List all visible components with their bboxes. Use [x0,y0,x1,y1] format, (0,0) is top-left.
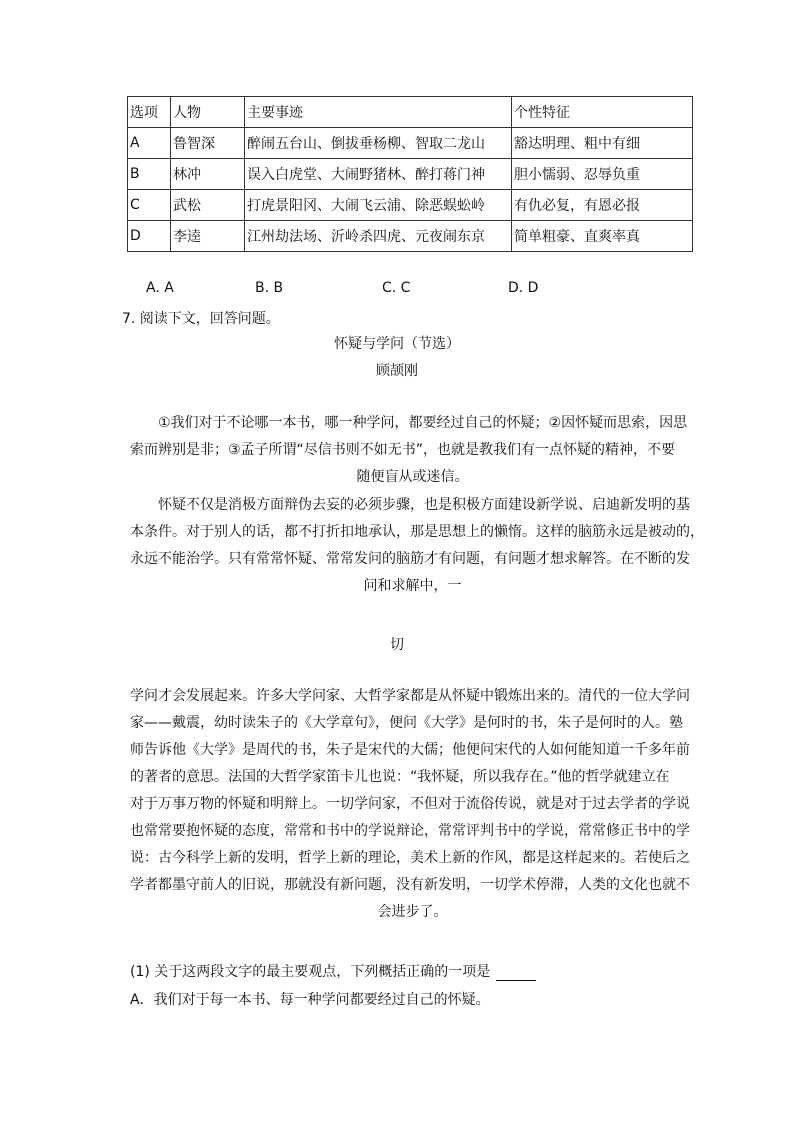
paragraph-2-continued [130,683,695,926]
article-title: 怀疑与学问（节选） [334,336,460,352]
answer-blank[interactable] [496,966,536,981]
subquestion-1-stem: (1) 关于这两段文字的最主要观点，下列概括正确的一项是 [130,964,491,980]
table-cell: 误入白虎堂、大闹野猪林、醉打蒋门神 [245,159,512,190]
character-table [127,96,693,252]
text-line: 问和求解中，一 [363,578,462,594]
table-cell: 江州劫法场、沂岭杀四虎、元夜闹东京 [245,221,512,252]
option-c[interactable]: C. C [382,280,411,296]
table-cell: 简单粗豪、直爽率真 [512,221,693,252]
text-line: 本条件。对于别人的话，都不打折扣地承认，那是思想上的懒惰。这样的脑筋永远是被动的， [130,524,704,540]
text-line: 说：古今科学上新的发明，哲学上新的理论，美术上新的作风，都是这样起来的。若使后之 [130,850,690,866]
table-header-row [128,97,693,128]
table-row [128,190,693,221]
table-cell: 武松 [171,190,245,221]
text-line: 怀疑不仅是消极方面辩伪去妄的必须步骤，也是积极方面建设新学说、启迪新发明的基 [158,497,690,513]
table-cell: 打虎景阳冈、大闹飞云浦、除恶蜈蚣岭 [245,190,512,221]
table-cell: 李逵 [171,221,245,252]
text-line: 的著者的意思。法国的大哲学家笛卡儿也说：“我怀疑，所以我存在。”他的哲学就建立在 [130,769,670,785]
article-author: 顾颉刚 [376,363,418,379]
table-cell: C [128,190,171,221]
text-line: 师告诉他《大学》是周代的书，朱子是宋代的大儒；他便问宋代的人如何能知道一千多年前 [130,742,690,758]
option-d[interactable]: D. D [508,280,539,296]
text-line: 学问才会发展起来。许多大学问家、大哲学家都是从怀疑中锻炼出来的。清代的一位大学问 [130,688,690,704]
text-line: 会进步了。 [377,904,448,920]
paragraph-2 [130,492,704,600]
option-b[interactable]: B. B [255,280,284,296]
text-line: ①我们对于不论哪一本书，哪一种学问，都要经过自己的怀疑；②因怀疑而思索，因思 [158,415,688,431]
header-cell: 人物 [171,97,245,128]
text-line: 家——戴震，幼时读朱子的《大学章句》，便问《大学》是何时的书，朱子是何时的人。塾 [130,715,683,731]
subquestion-1 [130,961,536,981]
orphan-char: 切 [390,637,404,653]
table-cell: 鲁智深 [171,128,245,159]
paragraph-1 [130,410,695,491]
table-cell: 有仇必复，有恩必报 [512,190,693,221]
option-a[interactable]: A. A [146,280,174,296]
table-cell: 林冲 [171,159,245,190]
header-cell: 主要事迹 [245,97,512,128]
text-line: 随便盲从或迷信。 [356,469,469,485]
table-cell: 豁达明理、粗中有细 [512,128,693,159]
table-cell: D [128,221,171,252]
table-cell: A [128,128,171,159]
table-row [128,128,693,159]
text-line: 学者都墨守前人的旧说，那就没有新问题，没有新发明，一切学术停滞，人类的文化也就不 [130,877,690,893]
table-row [128,221,693,252]
subquestion-1-option-a[interactable]: A．我们对于每一本书、每一种学问都要经过自己的怀疑。 [130,992,490,1008]
table-cell: 醉闹五台山、倒拔垂杨柳、智取二龙山 [245,128,512,159]
header-cell: 选项 [128,97,171,128]
question-7-prompt: 7. 阅读下文，回答问题。 [122,311,280,327]
table-row [128,159,693,190]
text-line: 永远不能治学。只有常常怀疑、常常发问的脑筋才有问题，有问题才想求解答。在不断的发 [130,551,690,567]
text-line: 对于万事万物的怀疑和明辩上。一切学问家，不但对于流俗传说，就是对于过去学者的学说 [130,796,690,812]
text-line: 索而辨别是非；③孟子所谓“尽信书则不如无书”，也就是教我们有一点怀疑的精神，不要 [130,442,676,458]
table-cell: B [128,159,171,190]
header-cell: 个性特征 [512,97,693,128]
table-cell: 胆小懦弱、忍辱负重 [512,159,693,190]
text-line: 也常常要抱怀疑的态度，常常和书中的学说辩论，常常评判书中的学说，常常修正书中的学 [130,823,690,839]
